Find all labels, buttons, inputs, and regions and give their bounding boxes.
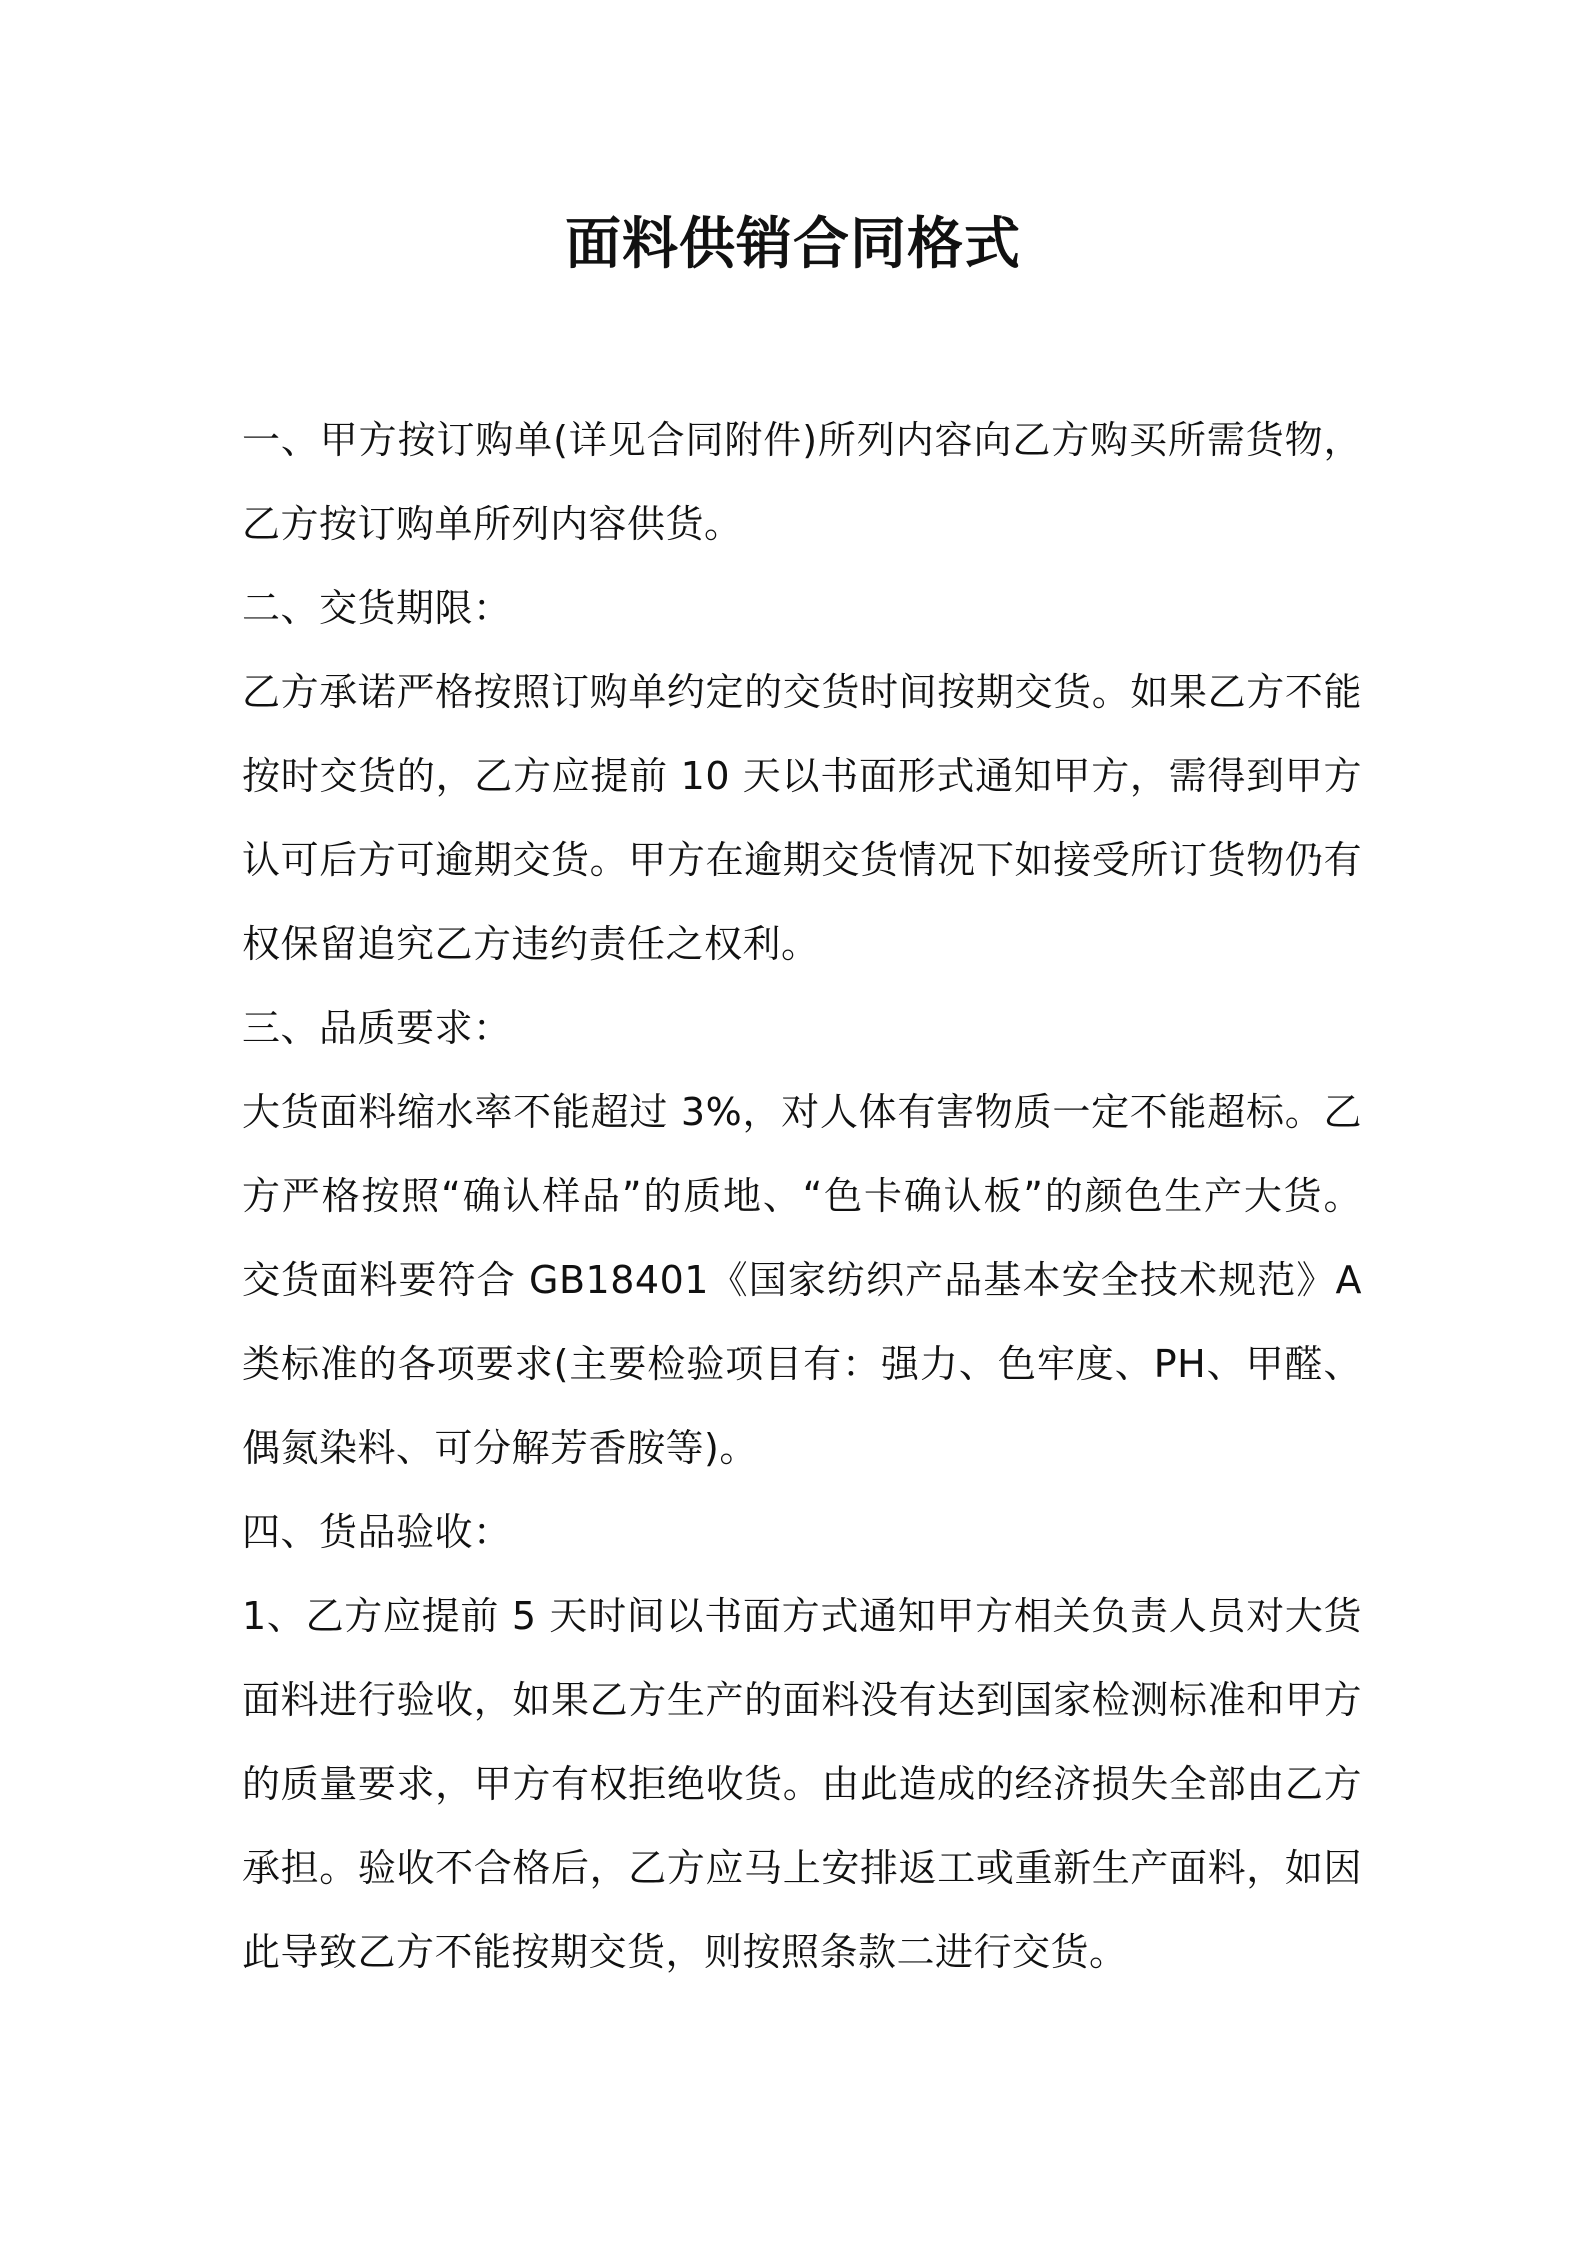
clause-2-heading: 二、交货期限： [242,586,512,630]
clause-3-paragraph: 大货面料缩水率不能超过 3%，对人体有害物质一定不能超标。乙方严格按照“确认样品”的质地、“色卡确认板”的颜色生产大货。交货面料要符合 GB18401《国家纺织产品基本安全技术规范》A 类标准的各项要求(主要检验项目有：强力、色牢度、PH、甲醛、偶氮染料、可分解芳香胺等)。 [242,1090,1362,1470]
clause-4-item-1-paragraph: 1、乙方应提前 5 天时间以书面方式通知甲方相关负责人员对大货面料进行验收，如果乙方生产的面料没有达到国家检测标准和甲方的质量要求，甲方有权拒绝收货。由此造成的经济损失全部由乙方承担。验收不合格后，乙方应马上安排返工或重新生产面料，如因此导致乙方不能按期交货，则按照条款二进行交货。 [242,1594,1362,1974]
clause-2-paragraph: 乙方承诺严格按照订购单约定的交货时间按期交货。如果乙方不能按时交货的，乙方应提前 10 天以书面形式通知甲方，需得到甲方认可后方可逾期交货。甲方在逾期交货情况下如接受所订货物仍有权保留追究乙方违约责任之权利。 [242,670,1362,966]
clause-3-heading: 三、品质要求： [242,1006,512,1050]
document-title: 面料供销合同格式 [565,212,1021,277]
clause-4-heading: 四、货品验收： [242,1510,512,1554]
document-body [242,398,1362,1994]
clause-1-paragraph: 一、甲方按订购单(详见合同附件)所列内容向乙方购买所需货物，乙方按订购单所列内容供货。 [242,418,1362,546]
